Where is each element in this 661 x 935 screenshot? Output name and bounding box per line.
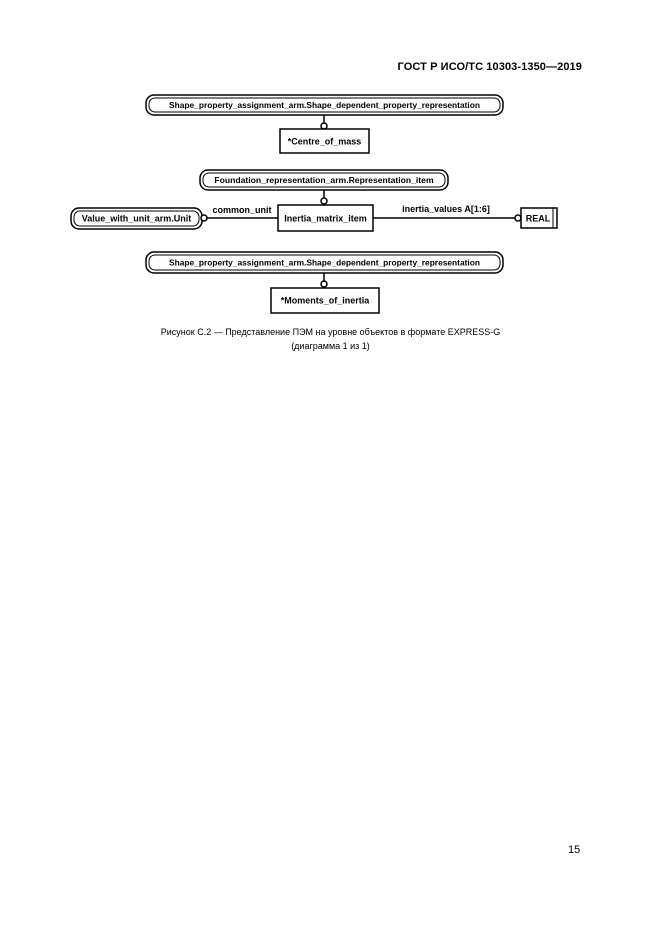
label-sdpr-top: Shape_property_assignment_arm.Shape_dependent_property_representation — [169, 100, 480, 110]
subtype-circle-moments — [321, 281, 327, 287]
label-sdpr-bottom: Shape_property_assignment_arm.Shape_dependent_property_representation — [169, 257, 480, 268]
document-header: ГОСТ Р ИСО/ТС 10303-1350—2019 — [397, 61, 582, 73]
label-foundation-representation-item: Foundation_representation_arm.Representation_item — [214, 175, 434, 185]
relation-circle-common-unit — [201, 215, 207, 221]
figure-caption — [0, 325, 661, 353]
caption-line-2: (диаграмма 1 из 1) — [291, 341, 370, 351]
label-inertia-values: inertia_values A[1:6] — [402, 204, 490, 214]
label-centre-of-mass: *Centre_of_mass — [287, 136, 362, 147]
caption-line-1: Рисунок С.2 — Представление ПЭМ на уровне объектов в формате EXPRESS-G — [160, 327, 501, 337]
subtype-circle-inertia — [321, 198, 327, 204]
relation-circle-inertia-values — [515, 215, 521, 221]
subtype-circle-centre — [321, 123, 327, 129]
label-inertia-matrix-item: Inertia_matrix_item — [284, 213, 367, 224]
label-moments-of-inertia: *Moments_of_inertia — [280, 295, 370, 306]
page-number: 15 — [568, 844, 581, 856]
label-value-with-unit: Value_with_unit_arm.Unit — [81, 213, 192, 224]
label-common-unit: common_unit — [212, 205, 272, 215]
label-real: REAL — [525, 213, 551, 224]
